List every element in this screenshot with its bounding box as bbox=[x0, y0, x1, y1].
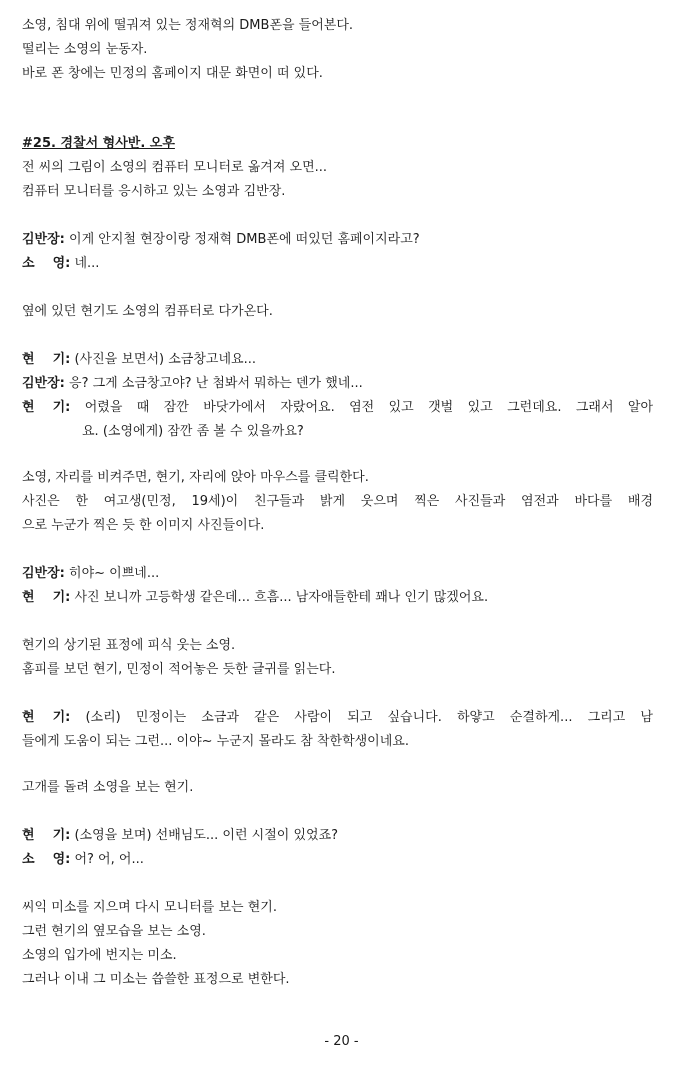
speaker-name: 기: bbox=[52, 828, 71, 843]
dialogue-text: (사진을 보면서) 소금창고네요... bbox=[74, 352, 256, 367]
action-line: 전 씨의 그림이 소영의 컴퓨터 모니터로 옮겨져 오면... bbox=[22, 160, 328, 175]
speaker-name: 현 bbox=[22, 590, 35, 605]
action-line: 그러나 이내 그 미소는 씁쓸한 표정으로 변한다. bbox=[22, 972, 290, 987]
speaker-name: 현 bbox=[22, 400, 35, 415]
action-line: 소영, 침대 위에 떨궈져 있는 정재혁의 DMB폰을 들어본다. bbox=[22, 18, 354, 33]
action-line: 사진은 한 여고생(민정, 19세)이 친구들과 밝게 웃으며 찍은 사진들과 염전과 바다를 배경 bbox=[22, 494, 653, 509]
dialogue-text: 어렸을 때 잠깐 바닷가에서 자랐어요. 염전 있고 갯벌 있고 그런데요. 그래서 알아 bbox=[84, 400, 653, 415]
dialogue-text: 히야~ 이쁘네... bbox=[69, 566, 160, 581]
speaker-name: 소 bbox=[22, 852, 35, 867]
action-line: 컴퓨터 모니터를 응시하고 있는 소영과 김반장. bbox=[22, 184, 286, 199]
speaker-name: 현 bbox=[22, 828, 35, 843]
dialogue-text: (소영을 보며) 선배님도... 이런 시절이 있었죠? bbox=[74, 828, 339, 843]
dialogue-line bbox=[22, 252, 653, 276]
dialogue-continuation: 들에게 도움이 되는 그런... 이야~ 누군지 몰라도 참 착한학생이네요. bbox=[22, 734, 409, 749]
dialogue-line bbox=[22, 396, 653, 420]
action-line: 으로 누군가 찍은 듯 한 이미지 사진들이다. bbox=[22, 518, 265, 533]
speaker-name: 기: bbox=[52, 352, 71, 367]
speaker-name: 영: bbox=[52, 852, 71, 867]
dialogue-text: 어? 어, 어... bbox=[74, 852, 144, 867]
dialogue-text: 사진 보니까 고등학생 같은데... 흐흠... 남자애들한테 꽤나 인기 많겠어요. bbox=[74, 590, 489, 605]
action-line: 그런 현기의 옆모습을 보는 소영. bbox=[22, 924, 206, 939]
dialogue-continuation: 요. (소영에게) 잠깐 좀 볼 수 있을까요? bbox=[82, 424, 304, 439]
speaker-name: 기: bbox=[52, 400, 71, 415]
dialogue-line bbox=[22, 706, 653, 730]
action-line: 고개를 돌려 소영을 보는 현기. bbox=[22, 780, 194, 795]
dialogue-line bbox=[22, 824, 653, 848]
dialogue-line bbox=[22, 562, 653, 586]
dialogue-text: 네... bbox=[74, 256, 100, 271]
dialogue-text: 이게 안지철 현장이랑 정재혁 DMB폰에 떠있던 홈페이지라고? bbox=[69, 232, 420, 247]
action-line: 홈피를 보던 현기, 민정이 적어놓은 듯한 글귀를 읽는다. bbox=[22, 662, 336, 677]
speaker-name: 현 bbox=[22, 352, 35, 367]
dialogue-text: (소리) 민정이는 소금과 같은 사람이 되고 싶습니다. 하얗고 순결하게... 그리고 남 bbox=[85, 710, 653, 725]
speaker-name: 김반장: bbox=[22, 376, 65, 391]
dialogue-line bbox=[22, 228, 653, 252]
speaker-name: 영: bbox=[52, 256, 71, 271]
dialogue-line bbox=[22, 372, 653, 396]
action-line: 소영, 자리를 비켜주면, 현기, 자리에 앉아 마우스를 클릭한다. bbox=[22, 470, 369, 485]
speaker-name: 김반장: bbox=[22, 566, 65, 581]
speaker-name: 김반장: bbox=[22, 232, 65, 247]
action-line: 떨리는 소영의 눈동자. bbox=[22, 42, 148, 57]
dialogue-line bbox=[22, 348, 653, 372]
speaker-name: 소 bbox=[22, 256, 35, 271]
dialogue-line bbox=[22, 586, 653, 610]
dialogue-line bbox=[22, 848, 653, 872]
action-line: 씨익 미소를 지으며 다시 모니터를 보는 현기. bbox=[22, 900, 277, 915]
speaker-name: 기: bbox=[52, 710, 71, 725]
action-line: 현기의 상기된 표정에 피식 웃는 소영. bbox=[22, 638, 236, 653]
action-line: 바로 폰 창에는 민정의 홈페이지 대문 화면이 떠 있다. bbox=[22, 66, 323, 81]
dialogue-text: 응? 그게 소금창고야? 난 첨봐서 뭐하는 덴가 했네... bbox=[69, 376, 363, 391]
speaker-name: 현 bbox=[22, 710, 35, 725]
action-line: 옆에 있던 현기도 소영의 컴퓨터로 다가온다. bbox=[22, 304, 273, 319]
action-line: 소영의 입가에 번지는 미소. bbox=[22, 948, 177, 963]
page-number: - 20 - bbox=[324, 1034, 359, 1049]
speaker-name: 기: bbox=[52, 590, 71, 605]
scene-heading: #25. 경찰서 형사반. 오후 bbox=[22, 136, 175, 151]
